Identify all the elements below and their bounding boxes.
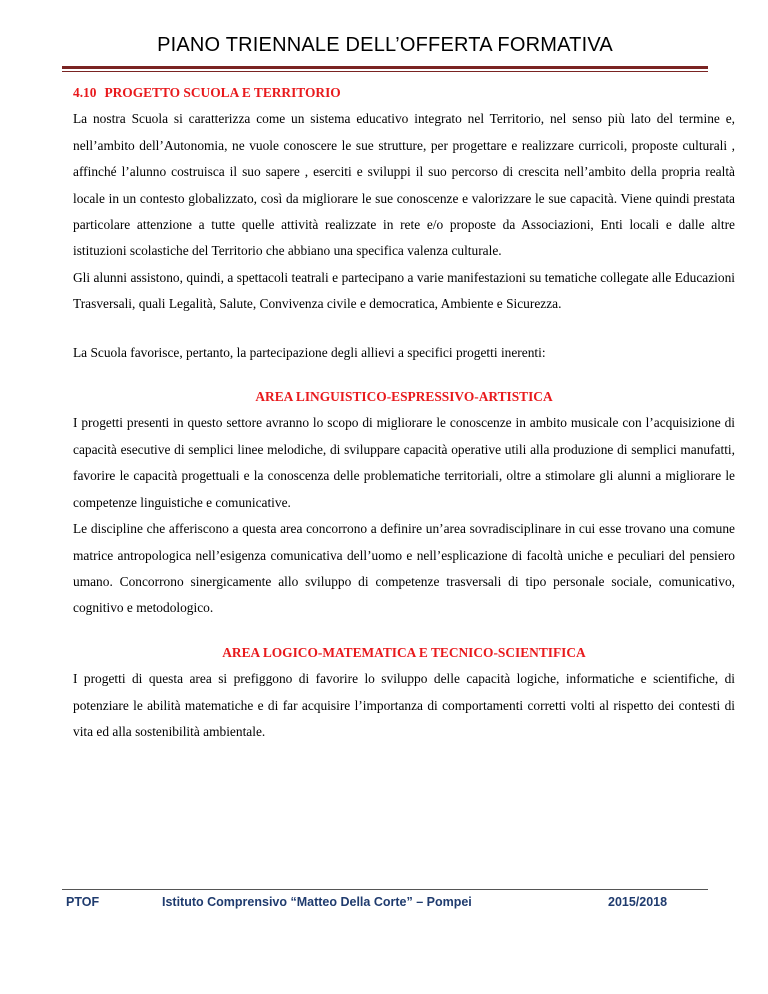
footer-doc-label: PTOF bbox=[66, 895, 100, 909]
area-heading-logico: AREA LOGICO-MATEMATICA E TECNICO-SCIENTIFICA bbox=[222, 644, 586, 660]
header-rule-thick bbox=[62, 66, 708, 69]
section-heading bbox=[73, 80, 735, 106]
section-paragraph-3: La Scuola favorisce, pertanto, la partecipazione degli allievi a specifici progetti inerenti: bbox=[73, 344, 546, 360]
section-title: PROGETTO SCUOLA E TERRITORIO bbox=[104, 85, 341, 100]
header-rule-thin bbox=[62, 71, 708, 72]
area-linguistico-paragraph-1: I progetti presenti in questo settore avranno lo scopo di migliorare le conoscenze in ambito musicale con l’acquisizione di capacità esecutive di semplici linee melodiche, di sviluppare capacità operative utili alla produzione di semplici manufatti, favorire le capacità progettuali e la conoscenza delle problematiche territoriali, oltre a stimolare gli alunni a migliorare le competenze linguistiche e comunicative. bbox=[73, 415, 735, 510]
footer-school-name: Istituto Comprensivo “Matteo Della Corte” – Pompei bbox=[162, 895, 472, 909]
page-header-title: PIANO TRIENNALE DELL’OFFERTA FORMATIVA bbox=[157, 34, 613, 56]
document-body bbox=[73, 80, 735, 745]
area-heading-linguistico: AREA LINGUISTICO-ESPRESSIVO-ARTISTICA bbox=[255, 389, 553, 405]
footer-rule bbox=[62, 889, 708, 890]
footer-years: 2015/2018 bbox=[608, 895, 668, 909]
section-paragraph-2: Gli alunni assistono, quindi, a spettacoli teatrali e partecipano a varie manifestazioni su tematiche collegate alle Educazioni Trasversali, quali Legalità, Salute, Convivenza civile e democratica, Ambiente e Sicurezza. bbox=[73, 269, 735, 312]
area-linguistico-paragraph-2: Le discipline che afferiscono a questa area concorrono a definire un’area sovradisciplinare in cui esse trovano una comune matrice antropologica nell’esigenza comunicativa dell’uomo e nell’esplicazione di facoltà uniche e peculiari del pensiero umano. Concorrono sinergicamente allo sviluppo di competenze trasversali di tipo personale sociale, comunicativo, cognitivo e metodologico. bbox=[73, 521, 735, 616]
area-logico-paragraph-1: I progetti di questa area si prefiggono di favorire lo sviluppo delle capacità logiche, informatiche e scientifiche, di potenziare le abilità matematiche e di far acquisire l’importanza di comportamenti corretti volti al rispetto dei contesti di vita ed alla sostenibilità ambientale. bbox=[73, 671, 735, 739]
section-paragraph-1: La nostra Scuola si caratterizza come un sistema educativo integrato nel Territorio, nel senso più lato del termine e, nell’ambito dell’Autonomia, ne vuole conoscere le sue strutture, per progettare e realizzare curricoli, proposte culturali , affinché l’alunno costruisca il suo sapere , eserciti e sviluppi il suo percorso di crescita nell’ambito della propria realtà locale in un contesto globalizzato, così da migliorare le sue conoscenze e valorizzare le sue capacità. Viene quindi prestata particolare attenzione a tutte quelle attività realizzate in rete e/o proposte da Associazioni, Enti locali e dalle altre istituzioni scolastiche del Territorio che abbiano una specifica valenza culturale. bbox=[73, 111, 735, 259]
section-number: 4.10 bbox=[73, 85, 97, 100]
